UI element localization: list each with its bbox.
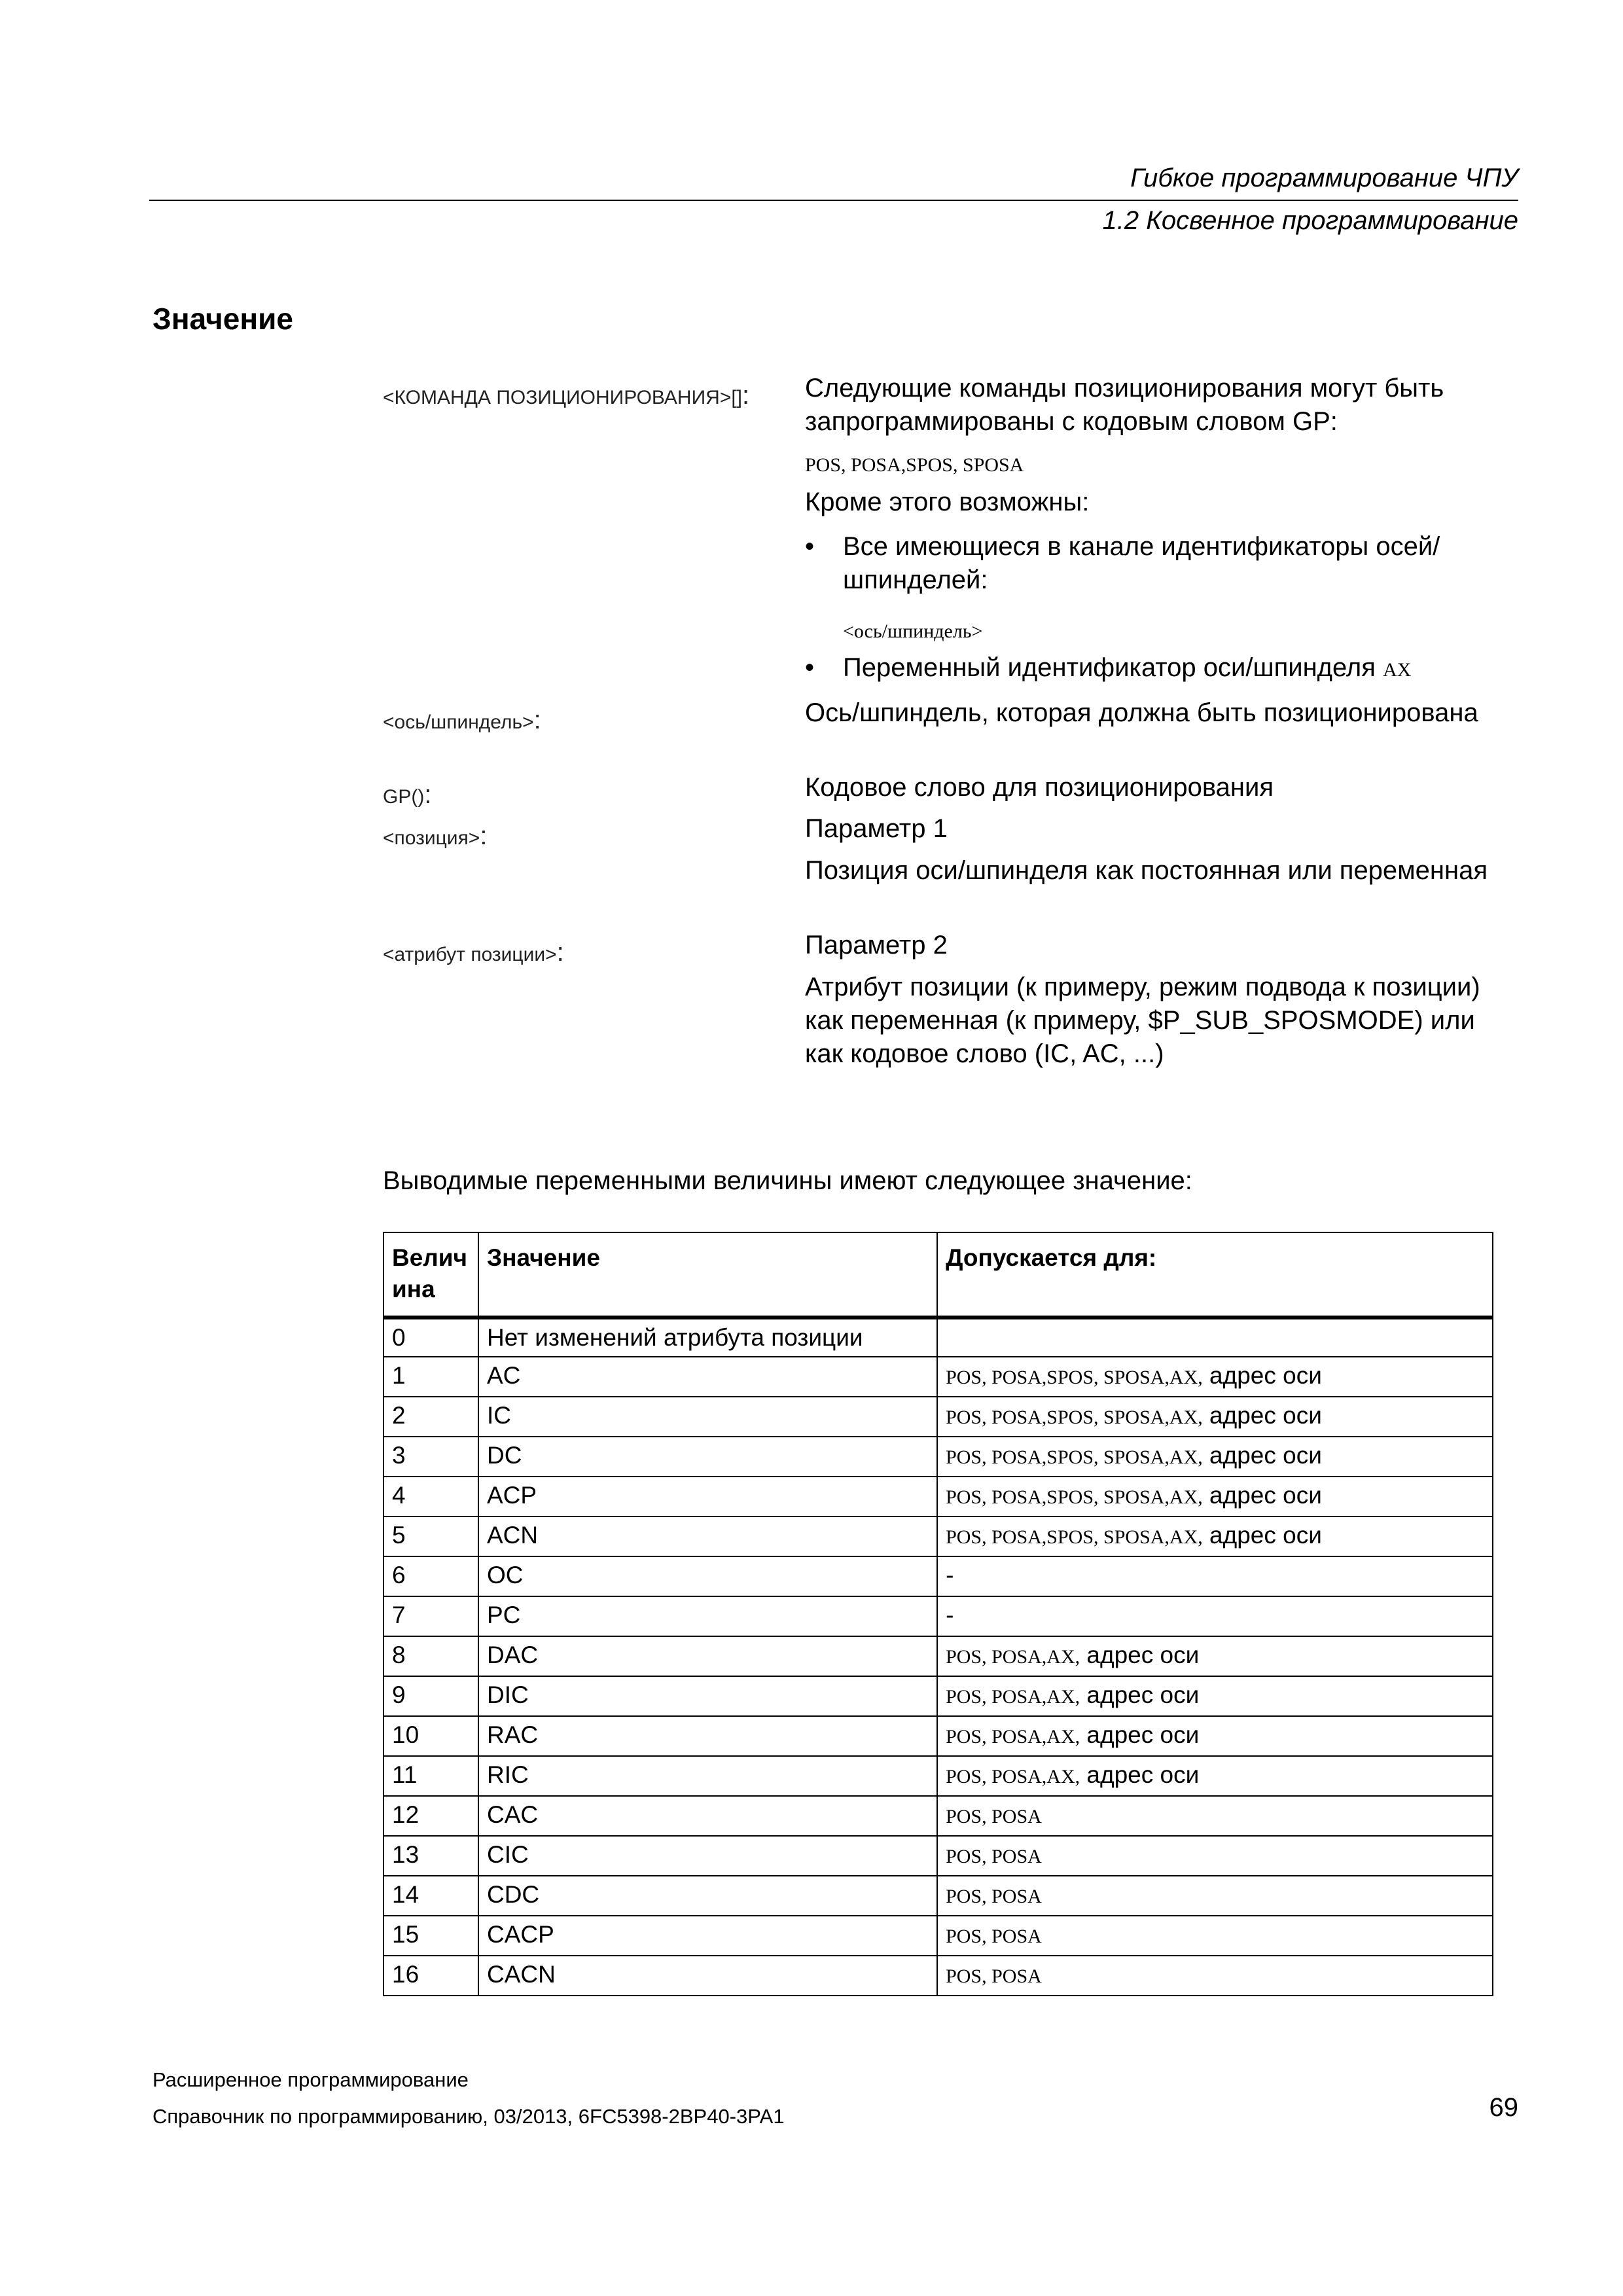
cell-allowed [937, 1836, 1493, 1876]
cell-meaning: ACP [478, 1477, 937, 1516]
cell-allowed-text: адрес оси [1202, 1442, 1322, 1469]
desc-command: Следующие команды позиционирования могут быть запрограммированы с кодовым словом GP: [805, 374, 1444, 436]
term-gp-text: GP() [383, 786, 425, 808]
table-row [383, 1318, 1493, 1357]
cell-allowed [937, 1636, 1493, 1676]
cell-value: 3 [383, 1437, 478, 1477]
table-row [383, 1516, 1493, 1556]
table-row [383, 1636, 1493, 1676]
term-command-text: <КОМАНДА ПОЗИЦИОНИРОВАНИЯ>[] [383, 387, 743, 408]
cell-allowed-code: POS, POSA [946, 1965, 1042, 1987]
desc-position-param: Параметр 1 [805, 814, 948, 843]
cell-value: 6 [383, 1556, 478, 1596]
cell-allowed-code: POS, POSA,SPOS, SPOSA,AX, [946, 1446, 1203, 1468]
table-row [383, 1437, 1493, 1477]
desc-gp: Кодовое слово для позиционирования [805, 773, 1274, 802]
table-row [383, 1676, 1493, 1716]
term-position-text: <позиция> [383, 827, 480, 849]
cell-value: 15 [383, 1916, 478, 1956]
cell-allowed [937, 1596, 1493, 1636]
cell-meaning: CIC [478, 1836, 937, 1876]
cell-meaning: DAC [478, 1636, 937, 1676]
bullet-text-1: Все имеющиеся в канале идентификаторы осей/шпинделей: [843, 532, 1440, 594]
bullet-dot-1: • [805, 532, 815, 561]
term-colon: : [480, 821, 488, 850]
cell-meaning: RIC [478, 1756, 937, 1796]
cell-allowed-text: - [946, 1562, 954, 1588]
cell-allowed-code: POS, POSA,AX, [946, 1686, 1080, 1708]
term-colon: : [533, 706, 541, 734]
cell-meaning: CACP [478, 1916, 937, 1956]
cell-allowed-code: POS, POSA,SPOS, SPOSA,AX, [946, 1407, 1203, 1428]
table-row [383, 1756, 1493, 1796]
cell-allowed-text: адрес оси [1202, 1482, 1322, 1509]
term-gp [383, 780, 431, 810]
cell-value: 5 [383, 1516, 478, 1556]
cell-meaning: DIC [478, 1676, 937, 1716]
cell-value: 14 [383, 1876, 478, 1916]
cell-value: 7 [383, 1596, 478, 1636]
cell-allowed-text: адрес оси [1202, 1522, 1322, 1549]
desc-attribute-param: Параметр 2 [805, 931, 948, 960]
bullet-code-2: AX [1383, 659, 1412, 681]
col-header-allowed: Допускается для: [937, 1232, 1493, 1318]
cell-allowed-text: адрес оси [1080, 1761, 1200, 1788]
table-intro: Выводимые переменными величины имеют следующее значение: [383, 1166, 1192, 1195]
cell-allowed [937, 1477, 1493, 1516]
desc-command-also: Кроме этого возможны: [805, 488, 1090, 516]
table-row [383, 1916, 1493, 1956]
cell-allowed [937, 1916, 1493, 1956]
cell-allowed-code: POS, POSA,AX, [946, 1766, 1080, 1787]
cell-value: 4 [383, 1477, 478, 1516]
desc-attribute: Атрибут позиции (к примеру, режим подвода к позиции) как переменная (к примеру, $P_SUB_SPOSMODE) или как кодовое слово (IC, AC, ...) [805, 973, 1480, 1068]
footer-book-title: Расширенное программирование [152, 2068, 469, 2091]
bullet-text-2-main: Переменный идентификатор оси/шпинделя [843, 653, 1376, 682]
table-row [383, 1397, 1493, 1437]
desc-command-codes: POS, POSA,SPOS, SPOSA [805, 454, 1024, 476]
cell-value: 1 [383, 1357, 478, 1397]
cell-value: 0 [383, 1318, 478, 1357]
table-row [383, 1357, 1493, 1397]
header-divider [149, 200, 1518, 201]
cell-allowed-code: POS, POSA [946, 1926, 1042, 1947]
cell-value: 10 [383, 1716, 478, 1756]
cell-meaning: CAC [478, 1796, 937, 1836]
term-attribute-text: <атрибут позиции> [383, 944, 557, 965]
cell-allowed-code: POS, POSA,SPOS, SPOSA,AX, [946, 1367, 1203, 1388]
table-row [383, 1716, 1493, 1756]
cell-allowed-code: POS, POSA,SPOS, SPOSA,AX, [946, 1486, 1203, 1508]
cell-allowed [937, 1437, 1493, 1477]
cell-value: 2 [383, 1397, 478, 1437]
running-header-title: Гибкое программирование ЧПУ [1130, 164, 1518, 192]
cell-meaning: PC [478, 1596, 937, 1636]
cell-allowed-code: POS, POSA,AX, [946, 1646, 1080, 1668]
cell-allowed [937, 1676, 1493, 1716]
values-table [383, 1232, 1493, 1996]
term-axis [383, 706, 541, 735]
cell-allowed-code: POS, POSA [946, 1846, 1042, 1867]
desc-axis: Ось/шпиндель, которая должна быть позиционирована [805, 698, 1478, 727]
cell-allowed-code: POS, POSA,SPOS, SPOSA,AX, [946, 1526, 1203, 1548]
desc-position: Позиция оси/шпинделя как постоянная или переменная [805, 856, 1488, 885]
running-header-subtitle: 1.2 Косвенное программирование [1102, 206, 1518, 235]
col-header-value: Велич ина [383, 1232, 478, 1318]
cell-meaning: IC [478, 1397, 937, 1437]
cell-allowed [937, 1556, 1493, 1596]
cell-allowed-text: адрес оси [1202, 1362, 1322, 1389]
term-attribute [383, 938, 564, 967]
cell-allowed [937, 1956, 1493, 1996]
col-header-meaning: Значение [478, 1232, 937, 1318]
cell-allowed [937, 1397, 1493, 1437]
table-row [383, 1876, 1493, 1916]
cell-value: 16 [383, 1956, 478, 1996]
cell-value: 11 [383, 1756, 478, 1796]
table-row [383, 1596, 1493, 1636]
table-row [383, 1956, 1493, 1996]
term-colon: : [742, 381, 750, 410]
bullet-code-1: <ось/шпиндель> [843, 620, 983, 642]
table-row [383, 1556, 1493, 1596]
cell-meaning: AC [478, 1357, 937, 1397]
cell-value: 8 [383, 1636, 478, 1676]
cell-allowed-code: POS, POSA [946, 1886, 1042, 1907]
cell-meaning: CACN [478, 1956, 937, 1996]
bullet-text-2 [843, 651, 1517, 687]
cell-allowed-text: адрес оси [1202, 1402, 1322, 1429]
cell-allowed [937, 1876, 1493, 1916]
cell-meaning: OC [478, 1556, 937, 1596]
table-row [383, 1796, 1493, 1836]
page-number: 69 [1489, 2093, 1518, 2122]
cell-allowed [937, 1756, 1493, 1796]
cell-meaning: RAC [478, 1716, 937, 1756]
term-command [383, 381, 749, 410]
cell-allowed [937, 1796, 1493, 1836]
cell-value: 12 [383, 1796, 478, 1836]
cell-allowed-text: адрес оси [1080, 1721, 1200, 1748]
table-row [383, 1477, 1493, 1516]
cell-meaning: DC [478, 1437, 937, 1477]
term-colon: : [556, 938, 564, 967]
cell-allowed [937, 1716, 1493, 1756]
term-colon: : [424, 780, 432, 809]
cell-value: 9 [383, 1676, 478, 1716]
cell-allowed-text: - [946, 1602, 954, 1628]
bullet-dot-2: • [805, 653, 815, 682]
cell-allowed [937, 1516, 1493, 1556]
cell-allowed [937, 1318, 1493, 1357]
cell-allowed [937, 1357, 1493, 1397]
term-position [383, 821, 487, 851]
cell-meaning: Нет изменений атрибута позиции [478, 1318, 937, 1357]
table-header-row [383, 1232, 1493, 1318]
cell-meaning: CDC [478, 1876, 937, 1916]
cell-allowed-code: POS, POSA,AX, [946, 1726, 1080, 1748]
term-axis-text: <ось/шпиндель> [383, 711, 534, 733]
footer-manual-info: Справочник по программированию, 03/2013, 6FC5398-2BP40-3PA1 [152, 2105, 785, 2128]
cell-value: 13 [383, 1836, 478, 1876]
cell-allowed-code: POS, POSA [946, 1806, 1042, 1827]
cell-meaning: ACN [478, 1516, 937, 1556]
cell-allowed-text: адрес оси [1080, 1681, 1200, 1708]
table-row [383, 1836, 1493, 1876]
cell-allowed-text: адрес оси [1080, 1641, 1200, 1668]
section-title: Значение [152, 302, 293, 336]
